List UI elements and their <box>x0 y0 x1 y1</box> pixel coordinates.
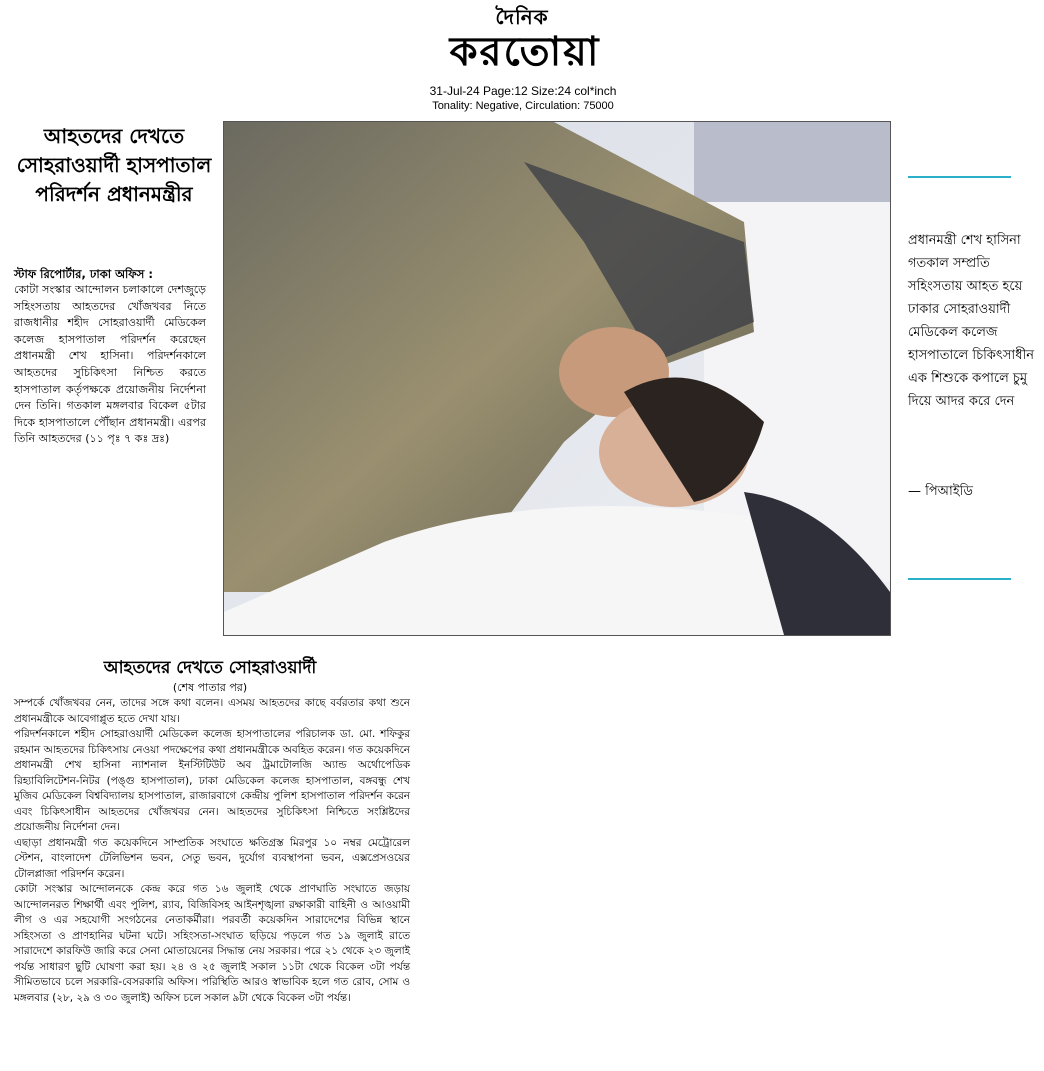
photo-caption: প্রধানমন্ত্রী শেখ হাসিনা গতকাল সম্প্রতি সহিংসতায় আহত হয়ে ঢাকার সোহরাওয়ার্দী মেডিকেল কলেজ হাসপাতালে চিকিৎসাধীন এক শিশুকে কপালে চুমু দিয়ে আদর করে দেন <box>908 233 1034 409</box>
news-photo <box>223 121 891 636</box>
article-headline: আহতদের দেখতে সোহরাওয়ার্দী হাসপাতাল পরিদর্শন প্রধানমন্ত্রীর <box>16 124 212 206</box>
photo-illustration <box>224 122 890 635</box>
continuation-paragraph: পরিদর্শনকালে শহীদ সোহরাওয়ার্দী মেডিকেল কলেজ হাসপাতালের পরিচালক ডা. মো. শফিকুর রহমান আহতদের চিকিৎসায় নেওয়া পদক্ষেপের কথা প্রধানমন্ত্রীকে অবহিত করেন। গত কয়েকদিনে প্রধানমন্ত্রী শেখ হাসিনা ন্যাশনাল ইনস্টিটিউট অব ট্রমাটোলজি অ্যান্ড অর্থোপেডিক রিহ্যাবিলিটেশন-নিটর (পঙ্গু হাসপাতাল), ঢাকা মেডিকেল কলেজ হাসপাতাল, বঙ্গবন্ধু শেখ মুজিব মেডিকেল বিশ্ববিদ্যালয় হাসপাতাল, রাজারবাগে কেন্দ্রীয় পুলিশ হাসপাতাল পরিদর্শন করেন এবং চিকিৎসাধীন আহতদের খোঁজখবর নেন। আহতদের সুচিকিৎসা নিশ্চিতে সংশ্লিষ্টদের প্রয়োজনীয় নির্দেশনা দেন। <box>14 728 410 833</box>
clipping-meta-date-page: 31-Jul-24 Page:12 Size:24 col*inch <box>429 84 617 98</box>
clipping-meta-tonality: Tonality: Negative, Circulation: 75000 <box>432 100 614 112</box>
continuation-paragraph: এছাড়া প্রধানমন্ত্রী গত কয়েকদিনে সাম্প্রতিক সংঘাতে ক্ষতিগ্রস্ত মিরপুর ১০ নম্বর মেট্রোরেল স্টেশন, বাংলাদেশ টেলিভিশন ভবন, সেতু ভবন, দুর্যোগ ব্যবস্থাপনা ভবন, এক্সপ্রেসওয়ের টোলপ্লাজা পরিদর্শন করেন। <box>14 836 410 880</box>
continuation-title: আহতদের দেখতে সোহরাওয়ার্দী <box>103 658 317 678</box>
caption-rule-bottom <box>908 578 1011 580</box>
masthead-small-title: দৈনিক <box>495 5 549 29</box>
continuation-subtitle: (শেষ পাতার পর) <box>172 681 248 694</box>
continuation-paragraph: কোটা সংস্কার আন্দোলনকে কেন্দ্র করে গত ১৬ জুলাই থেকে প্রাণঘাতি সংঘাতে জড়ায় আন্দোলনরত শিক্ষার্থী এবং পুলিশ, র‍্যাব, বিজিবিসহ আইনশৃঙ্খলা রক্ষাকারী বাহিনী ও আওয়ামী লীগ ও এর সহযোগী সংগঠনের নেতাকর্মীরা। পরবর্তী কয়েকদিন সারাদেশের বিভিন্ন স্থানে সহিংসতা ও প্রাণহানির ঘটনা ঘটে। সহিংসতা-সংঘাত ছড়িয়ে পড়লে গত ১৯ জুলাই রাতে সারাদেশে কারফিউ জারি করে সেনা মোতায়েনের সিদ্ধান্ত নেয় সরকার। পরে ২১ থেকে ২৩ জুলাই পর্যন্ত সাধারণ ছুটি ঘোষণা করা হয়। ২৪ ও ২৫ জুলাই সকাল ১১টা থেকে বিকেল ৩টা পর্যন্ত সীমিতভাবে চলে সরকারি-বেসরকারি অফিস। পরিস্থিতি আরও স্বাভাবিক হলে গত রোব, সোম ও মঙ্গলবার (২৮, ২৯ ও ৩০ জুলাই) অফিস চলে সকাল ৯টা থেকে বিকেল ৩টা পর্যন্ত। <box>14 883 410 1004</box>
photo-credit: — পিআইডি <box>908 484 973 499</box>
continuation-paragraph: সম্পর্কে খোঁজখবর নেন, তাদের সঙ্গে কথা বলেন। এসময় আহতদের কাছে বর্বরতার কথা শুনে প্রধানমন্ত্রীকে আবেগাপ্লুত হতে দেখা যায়। <box>14 697 410 725</box>
article-byline: স্টাফ রিপোর্টার, ঢাকা অফিস : <box>14 267 153 281</box>
continuation-body <box>14 696 410 1006</box>
article-lead-text: কোটা সংস্কার আন্দোলন চলাকালে দেশজুড়ে সহিংসতায় আহতদের খোঁজখবর নিতে রাজধানীর শহীদ সোহরাওয়ার্দী মেডিকেল কলেজ হাসপাতাল পরিদর্শন করেছেন প্রধানমন্ত্রী শেখ হাসিনা। পরিদর্শনকালে আহতদের সুচিকিৎসা নিশ্চিত করতে হাসপাতাল কর্তৃপক্ষকে প্রয়োজনীয় নির্দেশনা দেন তিনি। গতকাল মঙ্গলবার বিকেল ৫টার দিকে হাসপাতালে পৌঁছান প্রধানমন্ত্রী। এরপর তিনি আহতদের (১১ পৃঃ ৭ কঃ দ্রঃ) <box>14 283 206 446</box>
masthead-logo-title: করতোয়া <box>449 29 601 75</box>
caption-rule-top <box>908 176 1011 178</box>
